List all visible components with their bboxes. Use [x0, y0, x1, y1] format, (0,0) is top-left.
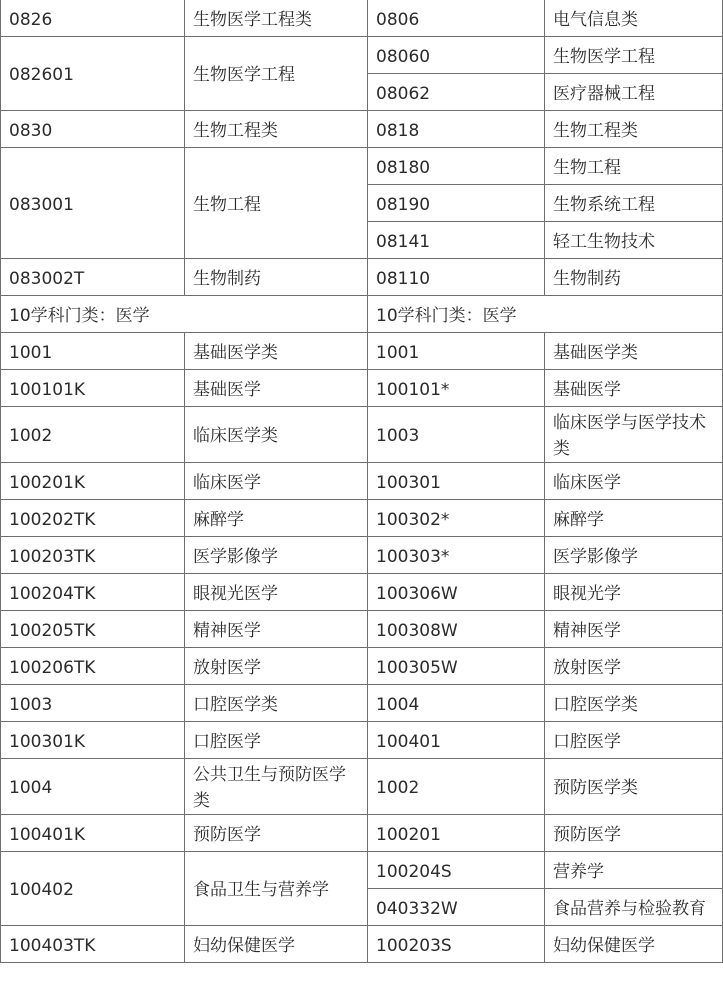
new-name-cell: 口腔医学类: [185, 685, 368, 722]
new-code-cell: 100402: [1, 852, 185, 926]
new-name-cell: 医学影像学: [185, 537, 368, 574]
new-name-cell: 放射医学: [185, 648, 368, 685]
old-name-cell: 临床医学: [545, 463, 723, 500]
old-name-cell: 食品营养与检验教育: [545, 889, 723, 926]
new-code-cell: 100203TK: [1, 537, 185, 574]
new-code-cell: 100202TK: [1, 500, 185, 537]
table-row: [1, 815, 723, 852]
new-code-cell: 1004: [1, 759, 185, 815]
table-row: [1, 463, 723, 500]
old-code-cell: 100302*: [368, 500, 545, 537]
table-row: [1, 611, 723, 648]
old-code-cell: 040332W: [368, 889, 545, 926]
table-row: [1, 259, 723, 296]
old-code-cell: 08180: [368, 148, 545, 185]
old-name-cell: 眼视光学: [545, 574, 723, 611]
old-name-cell: 麻醉学: [545, 500, 723, 537]
new-code-cell: 083001: [1, 148, 185, 259]
table-row: [1, 407, 723, 463]
new-name-cell: 生物工程: [185, 148, 368, 259]
old-name-cell: 预防医学类: [545, 759, 723, 815]
old-name-cell: 基础医学类: [545, 333, 723, 370]
old-code-cell: 08110: [368, 259, 545, 296]
new-name-cell: 麻醉学: [185, 500, 368, 537]
new-code-cell: 100401K: [1, 815, 185, 852]
table-row: [1, 648, 723, 685]
new-name-cell: 公共卫生与预防医学类: [185, 759, 368, 815]
new-code-cell: 1001: [1, 333, 185, 370]
table-row: [1, 0, 723, 37]
new-name-cell: 临床医学类: [185, 407, 368, 463]
new-name-cell: 生物工程类: [185, 111, 368, 148]
old-code-cell: 100201: [368, 815, 545, 852]
old-code-cell: 1004: [368, 685, 545, 722]
old-name-cell: 生物医学工程: [545, 37, 723, 74]
new-name-cell: 精神医学: [185, 611, 368, 648]
old-name-cell: 生物制药: [545, 259, 723, 296]
old-code-cell: 08062: [368, 74, 545, 111]
old-name-cell: 口腔医学类: [545, 685, 723, 722]
old-name-cell: 妇幼保健医学: [545, 926, 723, 963]
old-name-cell: 生物系统工程: [545, 185, 723, 222]
old-name-cell: 医学影像学: [545, 537, 723, 574]
new-code-cell: 082601: [1, 37, 185, 111]
old-name-cell: 精神医学: [545, 611, 723, 648]
new-code-cell: 1002: [1, 407, 185, 463]
old-name-cell: 基础医学: [545, 370, 723, 407]
new-code-cell: 1003: [1, 685, 185, 722]
new-code-cell: 100101K: [1, 370, 185, 407]
old-name-cell: 生物工程: [545, 148, 723, 185]
old-name-cell: 轻工生物技术: [545, 222, 723, 259]
old-code-cell: 1002: [368, 759, 545, 815]
old-code-cell: 100308W: [368, 611, 545, 648]
table-row: [1, 852, 723, 889]
new-code-cell: 100205TK: [1, 611, 185, 648]
new-name-cell: 食品卫生与营养学: [185, 852, 368, 926]
old-code-cell: 0818: [368, 111, 545, 148]
old-code-cell: 100301: [368, 463, 545, 500]
new-code-cell: 100301K: [1, 722, 185, 759]
new-code-cell: 0830: [1, 111, 185, 148]
old-code-cell: 100305W: [368, 648, 545, 685]
table-row: [1, 370, 723, 407]
table-row: [1, 759, 723, 815]
old-code-cell: 08060: [368, 37, 545, 74]
old-code-cell: 100101*: [368, 370, 545, 407]
table-row: [1, 111, 723, 148]
old-name-cell: 医疗器械工程: [545, 74, 723, 111]
table-row: [1, 685, 723, 722]
old-code-cell: 100204S: [368, 852, 545, 889]
new-name-cell: 妇幼保健医学: [185, 926, 368, 963]
new-name-cell: 临床医学: [185, 463, 368, 500]
old-code-cell: 100401: [368, 722, 545, 759]
table-row: [1, 537, 723, 574]
new-name-cell: 生物医学工程类: [185, 0, 368, 37]
old-name-cell: 临床医学与医学技术类: [545, 407, 723, 463]
new-name-cell: 基础医学类: [185, 333, 368, 370]
table-row: [1, 148, 723, 185]
table-row: [1, 722, 723, 759]
new-code-cell: 100204TK: [1, 574, 185, 611]
table-row: [1, 333, 723, 370]
old-code-cell: 100203S: [368, 926, 545, 963]
table-row: [1, 500, 723, 537]
new-category-heading: 10学科门类：医学: [1, 296, 368, 333]
new-name-cell: 生物医学工程: [185, 37, 368, 111]
new-name-cell: 生物制药: [185, 259, 368, 296]
old-name-cell: 口腔医学: [545, 722, 723, 759]
new-name-cell: 眼视光医学: [185, 574, 368, 611]
new-name-cell: 基础医学: [185, 370, 368, 407]
old-code-cell: 0806: [368, 0, 545, 37]
old-category-heading: 10学科门类：医学: [368, 296, 723, 333]
old-code-cell: 08190: [368, 185, 545, 222]
new-code-cell: 100201K: [1, 463, 185, 500]
new-code-cell: 100206TK: [1, 648, 185, 685]
new-code-cell: 083002T: [1, 259, 185, 296]
old-name-cell: 生物工程类: [545, 111, 723, 148]
table-row: [1, 574, 723, 611]
table-row: [1, 926, 723, 963]
old-code-cell: 100306W: [368, 574, 545, 611]
old-code-cell: 1001: [368, 333, 545, 370]
old-name-cell: 放射医学: [545, 648, 723, 685]
new-code-cell: 0826: [1, 0, 185, 37]
old-name-cell: 预防医学: [545, 815, 723, 852]
old-code-cell: 08141: [368, 222, 545, 259]
old-name-cell: 电气信息类: [545, 0, 723, 37]
old-code-cell: 100303*: [368, 537, 545, 574]
new-name-cell: 口腔医学: [185, 722, 368, 759]
new-code-cell: 100403TK: [1, 926, 185, 963]
new-name-cell: 预防医学: [185, 815, 368, 852]
table-row: [1, 37, 723, 74]
old-name-cell: 营养学: [545, 852, 723, 889]
old-code-cell: 1003: [368, 407, 545, 463]
category-header-row: [1, 296, 723, 333]
